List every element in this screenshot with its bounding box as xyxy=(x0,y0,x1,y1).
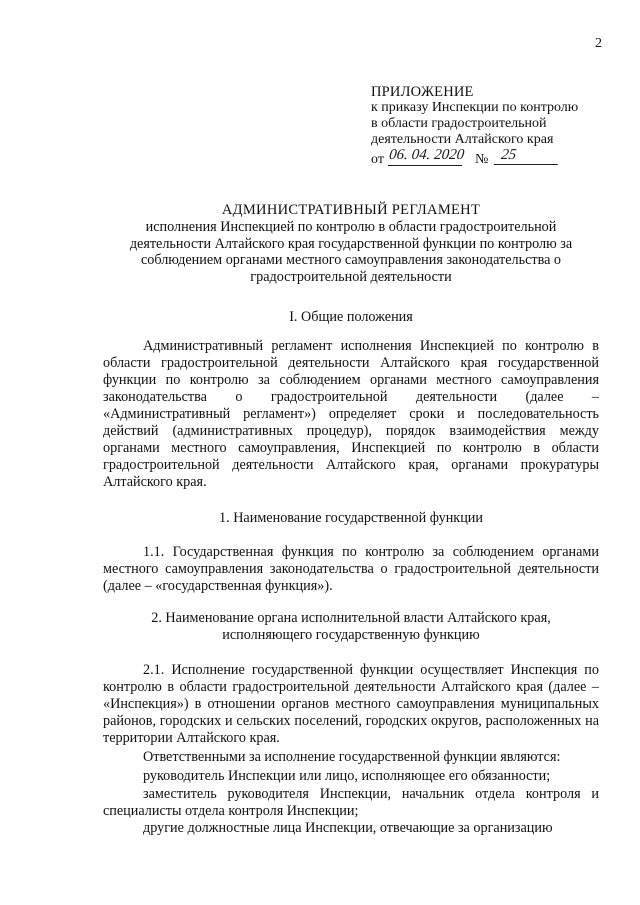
subsection-1-paragraph: 1.1. Государственная функция по контролю за соблюдением органами местного самоуправления законодательства о градостроительной деятельности (далее – «государственная функция»). xyxy=(103,544,599,594)
date-prefix: от xyxy=(371,152,384,167)
number-prefix: № xyxy=(475,152,489,167)
handwritten-number: 25 xyxy=(494,147,561,165)
section-1-heading: I. Общие положения xyxy=(289,309,413,325)
subsection-2-paragraph-2: Ответственными за исполнение государственной функции являются: xyxy=(143,749,561,765)
annex-line-2: в области градостроительной xyxy=(371,116,547,131)
annex-block xyxy=(371,84,611,170)
subsection-2-paragraph-3: руководитель Инспекции или лицо, исполняющее его обязанности; xyxy=(143,768,551,784)
annex-date-line xyxy=(371,147,611,170)
document-title: АДМИНИСТРАТИВНЫЙ РЕГЛАМЕНТ xyxy=(221,202,481,218)
subsection-2-paragraph-5: другие должностные лица Инспекции, отвечающие за организацию xyxy=(143,820,553,836)
annex-line-3: деятельности Алтайского края xyxy=(371,132,554,147)
subsection-2-paragraph-1: 2.1. Исполнение государственной функции осуществляет Инспекция по контролю в области градостроительной деятельности Алтайского края (далее – «Инспекция») в отношении органов местного самоуправления муниципальных районов, городских и сельских поселений, городских округов, расположенных на территории Алтайского края. xyxy=(103,662,599,746)
section-1-paragraph: Административный регламент исполнения Инспекцией по контролю в области градостроительной деятельности Алтайского края государственной функции по контролю за соблюдением органами местного самоуправления законодательства о градостроительной деятельности (далее – «Административный регламент») определяет сроки и последовательность действий (административных процедур), порядок взаимодействия между органами местного самоуправления, Инспекцией по контролю в области градостроительной деятельности Алтайского края, органами прокуратуры Алтайского края. xyxy=(103,338,599,490)
subsection-2-paragraph-4: заместитель руководителя Инспекции, начальник отдела контроля и специалисты отдела контроля Инспекции; xyxy=(103,786,599,819)
document-subtitle: исполнения Инспекцией по контролю в области градостроительной деятельности Алтайского края государственной функции по контролю за соблюдением органами местного самоуправления законодательства о градостроительной деятельности xyxy=(129,219,573,285)
subsection-2-heading-line-2: исполняющего государственную функцию xyxy=(222,627,480,643)
subsection-2-heading-line-1: 2. Наименование органа исполнительной власти Алтайского края, xyxy=(151,610,551,626)
subsection-2-heading xyxy=(103,610,599,644)
annex-title: ПРИЛОЖЕНИЕ xyxy=(371,84,474,100)
page-number: 2 xyxy=(595,36,602,51)
annex-line-1: к приказу Инспекции по контролю xyxy=(371,100,579,115)
subsection-1-heading: 1. Наименование государственной функции xyxy=(219,510,483,526)
handwritten-date: 06. 04. 2020 xyxy=(388,147,464,166)
